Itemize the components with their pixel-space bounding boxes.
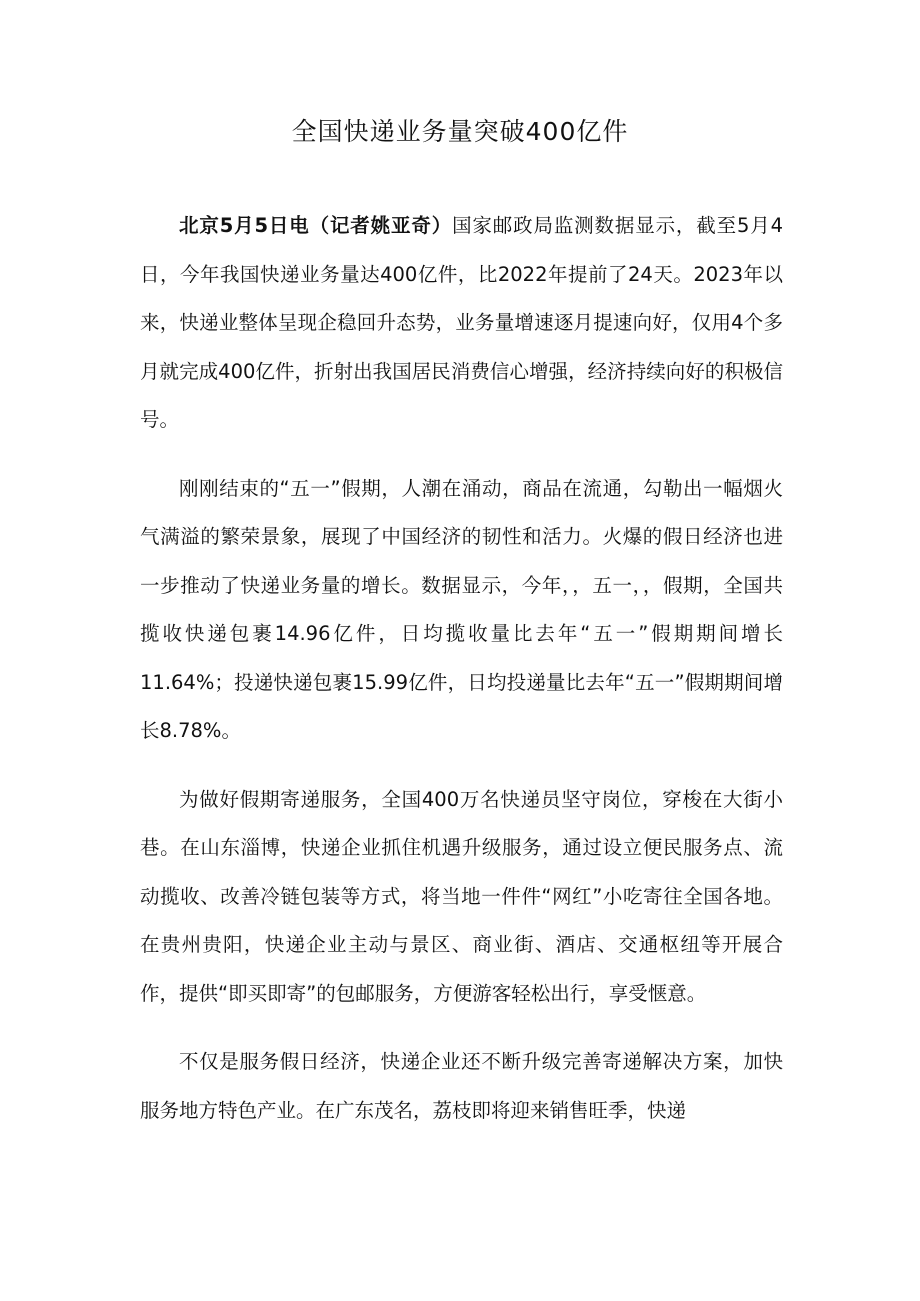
paragraph-1 — [140, 202, 783, 445]
paragraph-2: 刚刚结束的“五一”假期，人潮在涌动，商品在流通，勾勒出一幅烟火气满溢的繁荣景象，展现了中国经济的韧性和活力。火爆的假日经济也进一步推动了快递业务量的增长。数据显示，今年，，五一，，假期，全国共揽收快递包裹14.96亿件，日均揽收量比去年“五一”假期期间增长11.64%；投递快递包裹15.99亿件，日均投递量比去年“五一”假期期间增长8.78%。 — [140, 476, 783, 742]
paragraph-4: 不仅是服务假日经济，快递企业还不断升级完善寄递解决方案，加快服务地方特色产业。在广东茂名，荔枝即将迎来销售旺季，快递 — [140, 1050, 783, 1122]
article-body — [140, 202, 783, 1155]
paragraph-3: 为做好假期寄递服务，全国400万名快递员坚守岗位，穿梭在大街小巷。在山东淄博，快递企业抓住机遇升级服务，通过设立便民服务点、流动揽收、改善冷链包装等方式，将当地一件件“网红”小吃寄往全国各地。在贵州贵阳，快递企业主动与景区、商业街、酒店、交通枢纽等开展合作，提供“即买即寄”的包邮服务，方便游客轻松出行，享受惬意。 — [140, 787, 783, 1005]
article-title: 全国快递业务量突破400亿件 — [291, 117, 629, 146]
paragraph-1-text: 国家邮政局监测数据显示，截至5月4日，今年我国快递业务量达400亿件，比2022年提前了24天。2023年以来，快递业整体呈现企稳回升态势，业务量增速逐月提速向好，仅用4个多月就完成400亿件，折射出我国居民消费信心增强，经济持续向好的积极信号。 — [140, 214, 783, 431]
byline: 北京5月5日电（记者姚亚奇） — [179, 214, 453, 237]
